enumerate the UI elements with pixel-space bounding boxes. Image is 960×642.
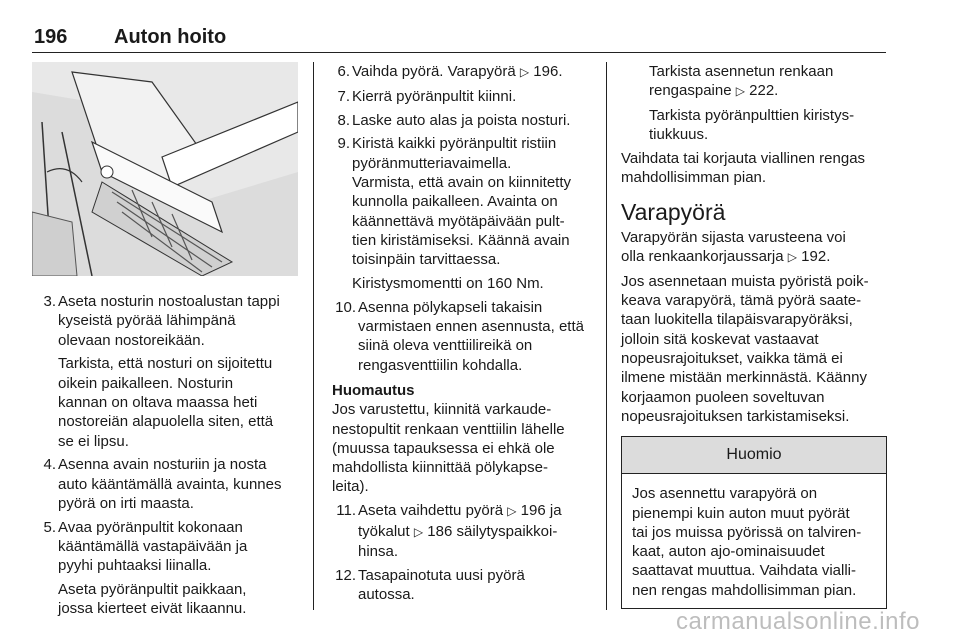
- step-text-line: kunnolla paikalleen. Avainta on: [352, 193, 558, 211]
- column-2: [326, 62, 594, 604]
- step-note-line: oikein paikalleen. Nosturin: [58, 374, 234, 392]
- jack-illustration-drawing: [32, 62, 298, 276]
- step-note-line: nostoreiän alapuolella siten, että: [58, 413, 274, 431]
- step-number: 10.: [335, 298, 356, 316]
- step-number: 3.: [43, 293, 56, 310]
- list-item: [32, 292, 300, 451]
- body-line: Varapyörän sijasta varusteena voi: [621, 228, 846, 246]
- step-number: 5.: [43, 518, 56, 536]
- column-1: [32, 62, 300, 619]
- body-text: olla renkaankorjaussarja: [621, 248, 788, 266]
- cross-reference-triangle-icon: ▷: [507, 504, 517, 519]
- step-text: Aseta vaihdettu pyörä: [358, 502, 508, 520]
- spare-wheel-intro: [621, 228, 887, 268]
- list-item: [326, 501, 594, 561]
- step-text-line: hinsa.: [358, 542, 399, 560]
- body-line: korjaamon puoleen soveltuvan: [621, 388, 825, 406]
- step-text-line: Tarkista asennetun renkaan: [649, 63, 834, 80]
- step-text-line: Aseta nosturin nostoalustan tappi: [58, 293, 280, 310]
- list-item: [326, 87, 594, 106]
- note-line: (muussa tapauksessa ei ehkä ole: [332, 439, 555, 457]
- steps-list-2: [326, 62, 594, 375]
- warning-box: [621, 436, 887, 609]
- body-line: Jos asennetaan muista pyöristä poik-: [621, 272, 869, 290]
- step-text-line: Kierrä pyöränpultit kiinni.: [352, 87, 517, 105]
- step-note-paragraph: [352, 274, 594, 293]
- step-text-line: siinä oleva venttiilireikä on: [358, 337, 533, 355]
- step-text-line: Tasapainotuta uusi pyörä: [358, 566, 525, 584]
- step-text-line: tiukkuus.: [649, 126, 709, 144]
- step-number: 4.: [43, 456, 56, 474]
- step-note-line: Tarkista, että nosturi on sijoitettu: [58, 355, 273, 373]
- continued-steps: [621, 62, 887, 145]
- step-note-paragraph: [58, 580, 300, 619]
- body-line: mahdollisimman pian.: [621, 169, 767, 187]
- step-note-line: Aseta pyöränpultit paikkaan,: [58, 581, 247, 599]
- warning-body: [622, 474, 886, 608]
- body-line: jolloin sitä koskevat vastaavat: [621, 330, 819, 348]
- list-item: [326, 62, 594, 82]
- steps-list-3: [326, 501, 594, 604]
- steps-list-1: [32, 292, 300, 619]
- step-text-line: toisinpäin tarvittaessa.: [352, 251, 501, 269]
- step-text-line: Laske auto alas ja poista nosturi.: [352, 111, 571, 129]
- step-text-line: auto kääntämällä avainta, kunnes: [58, 475, 282, 493]
- spare-wheel-body: [621, 272, 887, 426]
- step-number: 12.: [335, 566, 356, 584]
- page-reference-link[interactable]: 196 ja: [520, 502, 562, 520]
- note-line: nestopultit renkaan venttiilin lähelle: [332, 420, 565, 438]
- page-reference-link[interactable]: 186 säilytyspaikkoi-: [427, 522, 558, 540]
- jack-under-car-illustration: [32, 62, 298, 276]
- step-text-line: pyörä on irti maasta.: [58, 494, 194, 512]
- cross-reference-triangle-icon: ▷: [413, 524, 424, 539]
- step-text-line: Avaa pyöränpultit kokonaan: [58, 518, 243, 536]
- note-title: Huomautus: [332, 381, 415, 399]
- list-item: [326, 566, 594, 605]
- step-text-line: kyseistä pyörää lähimpänä: [58, 312, 236, 330]
- section-title: Auton hoito: [114, 26, 227, 48]
- step-text-line: käännettävä myötäpäivään pult-: [352, 212, 565, 230]
- note-line: Jos varustettu, kiinnitä varkaude-: [332, 401, 552, 419]
- warning-line: nen rengas mahdollisimman pian.: [632, 581, 857, 599]
- step-text-line: Varmista, että avain on kiinnitetty: [352, 173, 571, 191]
- step-text-line: rengasventtiilin kohdalla.: [358, 356, 523, 374]
- column-3: [621, 62, 887, 609]
- step-text: Vaihda pyörä. Varapyörä: [352, 63, 520, 80]
- note-line: leita).: [332, 478, 369, 496]
- note-line: mahdollista kiinnittää pölykapse-: [332, 459, 548, 477]
- step-text-line: pyyhi puhtaaksi liinalla.: [58, 557, 212, 575]
- page-reference-link[interactable]: 192.: [801, 248, 831, 266]
- warning-line: saattavat muuttua. Vaihdata vialli-: [632, 562, 857, 580]
- step-note-line: se ei lipsu.: [58, 432, 129, 450]
- list-item: [32, 455, 300, 513]
- step-text-line: kääntämällä vastapäivään ja: [58, 538, 248, 556]
- list-item: [326, 298, 594, 375]
- step-note-line: jossa kierteet eivät likaannu.: [58, 600, 247, 618]
- body-line: taan luokitella tilapäisvarapyöräksi,: [621, 311, 853, 329]
- step-text-line: olevaan nostoreikään.: [58, 331, 205, 349]
- step-text-line: Tarkista pyöränpulttien kiristys-: [649, 107, 855, 125]
- step-note-paragraph: [58, 354, 300, 450]
- step-text-line: autossa.: [358, 585, 415, 603]
- list-item: [326, 134, 594, 293]
- note-block: [326, 381, 594, 497]
- page-reference-link[interactable]: 196.: [533, 63, 563, 80]
- list-item: [32, 518, 300, 619]
- step-text-line: tien kiristämiseksi. Käännä avain: [352, 231, 570, 249]
- step-note-line: kannan on oltava maassa heti: [58, 393, 258, 411]
- page-reference-link[interactable]: 222.: [749, 82, 779, 100]
- cross-reference-triangle-icon: ▷: [735, 84, 745, 99]
- step-number: 8.: [337, 111, 350, 129]
- list-item: [326, 111, 594, 130]
- column-divider: [313, 62, 314, 610]
- watermark: carmanualsonline.info: [676, 608, 920, 635]
- body-line: nopeusrajoitukset, vaikka tämä ei: [621, 350, 843, 368]
- warning-line: tai jos muissa pyörissä on talviren-: [632, 523, 862, 541]
- page-number: 196: [34, 26, 68, 48]
- step-text-line: pyöränmutteriavaimella.: [352, 154, 512, 172]
- warning-line: pienempi kuin auton muut pyörät: [632, 504, 850, 522]
- body-line: keava varapyörä, tämä pyörä saate-: [621, 292, 862, 310]
- torque-value-line: Kiristysmomentti on 160 Nm.: [352, 274, 544, 292]
- step-number: 6.: [337, 63, 350, 80]
- cross-reference-triangle-icon: ▷: [787, 250, 797, 265]
- step-number: 11.: [336, 502, 356, 520]
- step-text-line: Kiristä kaikki pyöränpultit ristiin: [352, 135, 557, 153]
- step-text-line: Asenna avain nosturiin ja nosta: [58, 456, 267, 474]
- step-text: rengaspaine: [649, 82, 736, 100]
- warning-line: kaat, auton ajo-ominaisuudet: [632, 543, 825, 561]
- cross-reference-triangle-icon: ▷: [519, 65, 530, 79]
- step-text: työkalut: [358, 522, 414, 540]
- column-divider: [606, 62, 607, 610]
- step-text-line: varmistaen ennen asennusta, että: [358, 318, 584, 336]
- spare-wheel-heading: Varapyörä: [621, 198, 726, 225]
- body-line: Vaihdata tai korjauta viallinen rengas: [621, 150, 866, 168]
- step-number: 7.: [337, 87, 350, 105]
- step-number: 9.: [337, 135, 350, 153]
- warning-title: Huomio: [622, 437, 886, 474]
- body-line: ilmene mistään merkinnästä. Käänny: [621, 369, 867, 387]
- page-header: [32, 24, 886, 53]
- body-line: nopeusrajoituksen tarkistamiseksi.: [621, 407, 850, 425]
- warning-line: Jos asennettu varapyörä on: [632, 485, 818, 503]
- step-text-line: Asenna pölykapseli takaisin: [358, 298, 543, 316]
- replace-tyre-paragraph: [621, 149, 887, 188]
